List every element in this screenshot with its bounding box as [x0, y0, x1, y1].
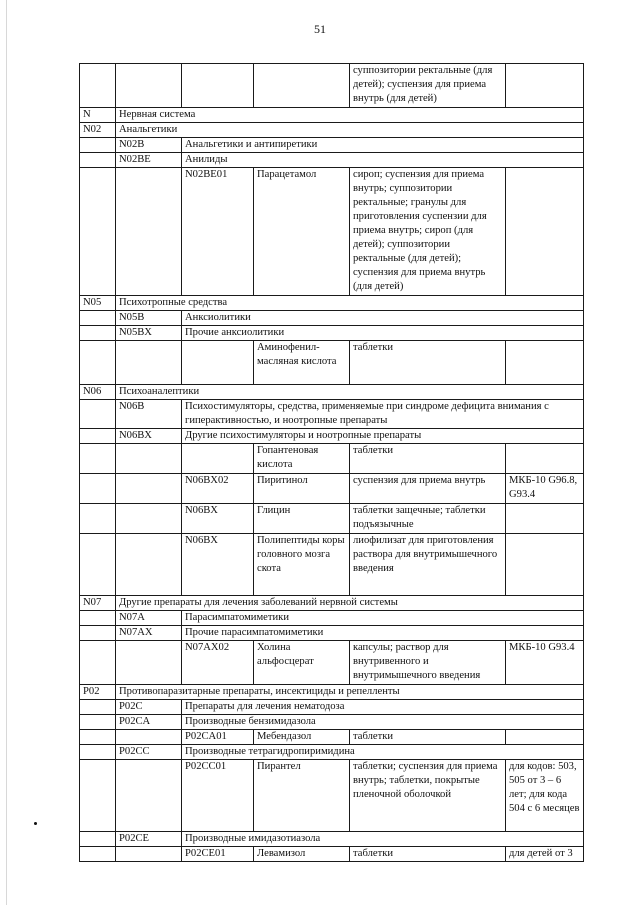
restriction-note-cell [506, 168, 584, 296]
subgroup-code-cell [116, 641, 182, 685]
group-code-cell: N06 [80, 385, 116, 400]
drug-entry-row [80, 504, 584, 534]
subgroup-code-cell [116, 504, 182, 534]
subgroup-title-cell: Анальгетики и антипиретики [182, 138, 584, 153]
subgroup-title-cell: Препараты для лечения нематодоза [182, 700, 584, 715]
empty-cell [80, 745, 116, 760]
drug-name-cell: Пирантел [254, 760, 350, 832]
empty-cell [80, 626, 116, 641]
group-row [80, 123, 584, 138]
drug-entry-row [80, 760, 584, 832]
subgroup-row [80, 429, 584, 444]
subgroup-row [80, 311, 584, 326]
restriction-note-cell [506, 534, 584, 596]
atc-code-cell: P02CC01 [182, 760, 254, 832]
group-code-cell: N07 [80, 596, 116, 611]
drug-entry-row [80, 730, 584, 745]
subgroup-code-cell [116, 534, 182, 596]
empty-cell [80, 153, 116, 168]
subgroup-code-cell [116, 444, 182, 474]
subgroup-code-cell: N06BX [116, 429, 182, 444]
subgroup-code-cell [116, 64, 182, 108]
restriction-note-cell: МКБ-10 G96.8, G93.4 [506, 474, 584, 504]
drug-entry-row [80, 64, 584, 108]
group-row [80, 596, 584, 611]
dosage-form-cell: суппозитории ректальные (для детей); суспензия для приема внутрь (для детей) [350, 64, 506, 108]
dosage-form-cell: таблетки [350, 341, 506, 385]
drug-name-cell: Пиритинол [254, 474, 350, 504]
stray-mark [34, 822, 37, 825]
subgroup-code-cell [116, 341, 182, 385]
table-body [80, 64, 584, 862]
subgroup-code-cell [116, 168, 182, 296]
dosage-form-cell: таблетки [350, 444, 506, 474]
subgroup-row [80, 153, 584, 168]
atc-code-cell: N02BE01 [182, 168, 254, 296]
dosage-form-cell: таблетки [350, 730, 506, 745]
drug-name-cell: Парацетамол [254, 168, 350, 296]
group-title-cell: Противопаразитарные препараты, инсектициды и репелленты [116, 685, 584, 700]
subgroup-row [80, 715, 584, 730]
subgroup-code-cell: N07A [116, 611, 182, 626]
dosage-form-cell: сироп; суспензия для приема внутрь; суппозитории ректальные; гранулы для приготовления суспензии для приема внутрь; сироп (для детей); суппозитории ректальные (для детей); суспензия для приема внутрь (для детей) [350, 168, 506, 296]
page-number: 51 [314, 22, 326, 36]
subgroup-title-cell: Анксиолитики [182, 311, 584, 326]
group-code-cell: N05 [80, 296, 116, 311]
empty-cell [80, 832, 116, 847]
group-code-cell [80, 534, 116, 596]
group-row [80, 385, 584, 400]
subgroup-code-cell: P02C [116, 700, 182, 715]
subgroup-title-cell: Производные бензимидазола [182, 715, 584, 730]
restriction-note-cell: для кодов: 503, 505 от 3 – 6 лет; для кода 504 с 6 месяцев [506, 760, 584, 832]
atc-code-cell: N06BX02 [182, 474, 254, 504]
group-title-cell: Другие препараты для лечения заболеваний нервной системы [116, 596, 584, 611]
subgroup-code-cell [116, 474, 182, 504]
drug-entry-row [80, 341, 584, 385]
drug-name-cell: Глицин [254, 504, 350, 534]
restriction-note-cell [506, 730, 584, 745]
subgroup-code-cell: N07AX [116, 626, 182, 641]
subgroup-title-cell: Парасимпатомиметики [182, 611, 584, 626]
drug-entry-row [80, 534, 584, 596]
group-code-cell [80, 847, 116, 862]
drug-entry-row [80, 168, 584, 296]
drug-classification-table [79, 63, 584, 862]
atc-code-cell [182, 341, 254, 385]
subgroup-row [80, 626, 584, 641]
subgroup-row [80, 745, 584, 760]
drug-name-cell: Полипептиды коры головного мозга скота [254, 534, 350, 596]
subgroup-title-cell: Производные имидазотиазола [182, 832, 584, 847]
atc-code-cell: N06BX [182, 504, 254, 534]
atc-code-cell: N06BX [182, 534, 254, 596]
subgroup-code-cell: N05B [116, 311, 182, 326]
group-code-cell [80, 168, 116, 296]
group-code-cell [80, 474, 116, 504]
drug-entry-row [80, 444, 584, 474]
empty-cell [80, 400, 116, 429]
group-title-cell: Нервная система [116, 108, 584, 123]
dosage-form-cell: капсулы; раствор для внутривенного и внутримышечного введения [350, 641, 506, 685]
group-title-cell: Анальгетики [116, 123, 584, 138]
group-code-cell [80, 444, 116, 474]
subgroup-code-cell: N02BE [116, 153, 182, 168]
scan-edge-line [6, 0, 7, 905]
subgroup-title-cell: Анилиды [182, 153, 584, 168]
drug-entry-row [80, 641, 584, 685]
subgroup-code-cell: N02B [116, 138, 182, 153]
dosage-form-cell: таблетки; суспензия для приема внутрь; таблетки, покрытые пленочной оболочкой [350, 760, 506, 832]
group-row [80, 296, 584, 311]
subgroup-row [80, 326, 584, 341]
subgroup-title-cell: Другие психостимуляторы и ноотропные препараты [182, 429, 584, 444]
drug-name-cell: Гопантеновая кислота [254, 444, 350, 474]
subgroup-title-cell: Прочие парасимпатомиметики [182, 626, 584, 641]
empty-cell [80, 700, 116, 715]
restriction-note-cell [506, 64, 584, 108]
group-row [80, 685, 584, 700]
dosage-form-cell: таблетки защечные; таблетки подъязычные [350, 504, 506, 534]
empty-cell [80, 715, 116, 730]
group-code-cell [80, 760, 116, 832]
subgroup-code-cell: N06B [116, 400, 182, 429]
group-row [80, 108, 584, 123]
drug-name-cell: Аминофенил-масляная кислота [254, 341, 350, 385]
drug-name-cell: Левамизол [254, 847, 350, 862]
group-code-cell [80, 341, 116, 385]
subgroup-code-cell: P02CA [116, 715, 182, 730]
group-code-cell [80, 641, 116, 685]
subgroup-code-cell: P02CC [116, 745, 182, 760]
subgroup-code-cell [116, 730, 182, 745]
subgroup-code-cell [116, 847, 182, 862]
dosage-form-cell: лиофилизат для приготовления раствора для внутримышечного введения [350, 534, 506, 596]
restriction-note-cell [506, 504, 584, 534]
group-code-cell: N02 [80, 123, 116, 138]
restriction-note-cell: МКБ-10 G93.4 [506, 641, 584, 685]
empty-cell [80, 311, 116, 326]
atc-code-cell: P02CE01 [182, 847, 254, 862]
atc-code-cell: P02CA01 [182, 730, 254, 745]
subgroup-code-cell: N05BX [116, 326, 182, 341]
drug-entry-row [80, 847, 584, 862]
dosage-form-cell: таблетки [350, 847, 506, 862]
restriction-note-cell: для детей от 3 [506, 847, 584, 862]
group-code-cell [80, 504, 116, 534]
subgroup-row [80, 138, 584, 153]
dosage-form-cell: суспензия для приема внутрь [350, 474, 506, 504]
subgroup-row [80, 611, 584, 626]
subgroup-title-cell: Психостимуляторы, средства, применяемые при синдроме дефицита внимания с гиперактивностью, и ноотропные препараты [182, 400, 584, 429]
subgroup-row [80, 832, 584, 847]
group-code-cell [80, 64, 116, 108]
drug-name-cell: Холина альфосцерат [254, 641, 350, 685]
restriction-note-cell [506, 444, 584, 474]
subgroup-row [80, 700, 584, 715]
atc-code-cell [182, 444, 254, 474]
drug-name-cell: Мебендазол [254, 730, 350, 745]
group-title-cell: Психотропные средства [116, 296, 584, 311]
empty-cell [80, 138, 116, 153]
empty-cell [80, 429, 116, 444]
group-code-cell: P02 [80, 685, 116, 700]
group-code-cell [80, 730, 116, 745]
subgroup-code-cell: P02CE [116, 832, 182, 847]
atc-code-cell: N07AX02 [182, 641, 254, 685]
drug-name-cell [254, 64, 350, 108]
atc-code-cell [182, 64, 254, 108]
subgroup-row [80, 400, 584, 429]
subgroup-title-cell: Производные тетрагидропиримидина [182, 745, 584, 760]
empty-cell [80, 611, 116, 626]
subgroup-code-cell [116, 760, 182, 832]
empty-cell [80, 326, 116, 341]
drug-entry-row [80, 474, 584, 504]
group-code-cell: N [80, 108, 116, 123]
restriction-note-cell [506, 341, 584, 385]
group-title-cell: Психоаналептики [116, 385, 584, 400]
subgroup-title-cell: Прочие анксиолитики [182, 326, 584, 341]
